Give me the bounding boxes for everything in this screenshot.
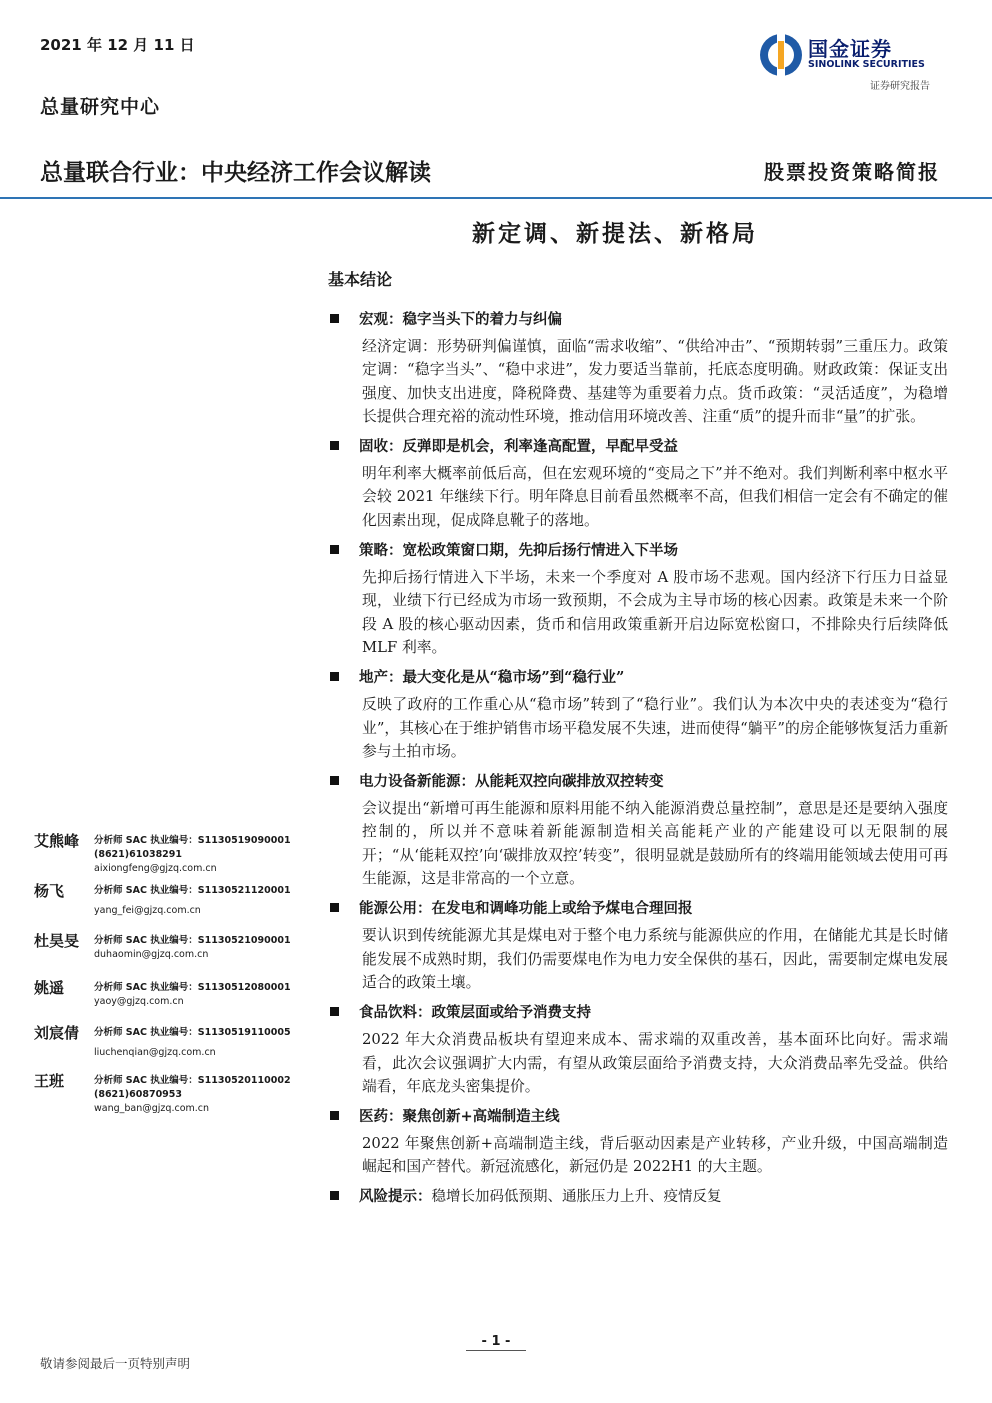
section-title: 宏观：稳字当头下的着力与纠偏 <box>359 310 562 328</box>
square-bullet-icon <box>330 441 339 450</box>
section-body: 2022 年聚焦创新+高端制造主线，背后驱动因素是产业转移，产业升级，中国高端制造崛起和国产替代。新冠流感化，新冠仍是 2022H1 的大主题。 <box>362 1135 948 1176</box>
section-food-beverage <box>328 1000 948 1098</box>
analyst-license: 分析师 SAC 执业编号：S1130521120001 <box>94 885 291 896</box>
section-body: 要认识到传统能源尤其是煤电对于整个电力系统与能源供应的作用，在储能尤其是长时储能发展不成熟时期，我们仍需要煤电作为电力安全保供的基石，因此，需要制定煤电发展适合的政策土壤。 <box>362 927 948 991</box>
logo-english-text: SINOLINK SECURITIES <box>808 59 925 70</box>
square-bullet-icon <box>330 1007 339 1016</box>
risk-text: 稳增长加码低预期、通胀压力上升、疫情反复 <box>431 1189 722 1206</box>
section-title: 食品饮料：政策层面或给予消费支持 <box>359 1003 591 1021</box>
section-body: 明年利率大概率前低后高，但在宏观环境的“变局之下”并不绝对。我们判断利率中枢水平会较 2021 年继续下行。明年降息目前看虽然概率不高，但我们相信一定会有不确定的催化因素出现，促成降息靴子的落地。 <box>362 465 948 529</box>
risk-label: 风险提示： <box>359 1188 432 1206</box>
square-bullet-icon <box>330 776 339 785</box>
report-type-tag: 证券研究报告 <box>870 81 930 92</box>
analyst-phone: (8621)60870953 <box>94 1089 183 1100</box>
analyst-card <box>34 930 324 977</box>
analyst-email[interactable]: wang_ban@gjzq.com.cn <box>94 1103 210 1114</box>
analyst-name: 杨飞 <box>34 882 65 900</box>
section-new-energy <box>328 769 948 890</box>
report-subtitle: 新定调、新提法、新格局 <box>472 220 758 247</box>
section-body: 经济定调：形势研判偏谨慎，面临“需求收缩”、“供给冲击”、“预期转弱”三重压力。政策定调：“稳字当头”、“稳中求进”，发力要适当靠前，托底态度明确。财政政策：保证支出强度、加快支出进度，降税降费、基建等为重要着力点。货币政策：“灵活适度”，为稳增长提供合理充裕的流动性环境，推动信用环境改善、注重“质”的提升而非“量”的扩张。 <box>362 338 948 425</box>
header-divider <box>0 197 992 199</box>
square-bullet-icon <box>330 1191 339 1200</box>
analyst-name: 刘宸倩 <box>34 1024 80 1042</box>
section-real-estate <box>328 665 948 763</box>
section-title: 固收：反弹即是机会，利率逢高配置，早配早受益 <box>359 437 678 455</box>
analyst-card <box>34 1022 324 1070</box>
section-macro <box>328 307 948 428</box>
summary-section <box>328 267 948 1213</box>
analyst-email[interactable]: aixiongfeng@gjzq.com.cn <box>94 863 217 874</box>
section-title: 策略：宽松政策窗口期，先抑后扬行情进入下半场 <box>359 541 678 559</box>
section-title: 地产：最大变化是从“稳市场”到“稳行业” <box>359 668 625 686</box>
report-title: 总量联合行业：中央经济工作会议解读 <box>40 160 431 186</box>
section-title: 能源公用：在发电和调峰功能上或给予煤电合理回报 <box>359 899 693 917</box>
report-date: 2021 年 12 月 11 日 <box>40 36 195 54</box>
analyst-email[interactable]: yaoy@gjzq.com.cn <box>94 996 184 1007</box>
section-title: 电力设备新能源：从能耗双控向碳排放双控转变 <box>359 772 664 790</box>
square-bullet-icon <box>330 314 339 323</box>
analyst-license: 分析师 SAC 执业编号：S1130520110002 <box>94 1075 291 1086</box>
analyst-email[interactable]: duhaomin@gjzq.com.cn <box>94 949 209 960</box>
analyst-name: 杜昊旻 <box>34 932 80 950</box>
section-risk <box>328 1185 948 1207</box>
analyst-card <box>34 977 324 1022</box>
research-center-label: 总量研究中心 <box>40 96 161 118</box>
square-bullet-icon <box>330 1111 339 1120</box>
section-body: 会议提出“新增可再生能源和原料用能不纳入能源消费总量控制”，意思是还是要纳入强度控制的，所以并不意味着新能源制造相关高能耗产业的产能建设可以无限制的展开；“从‘能耗双控’向‘碳排放双控’转变”，很明显就是鼓励所有的终端用能领域去使用可再生能源，这是非常高的一个立意。 <box>362 800 948 888</box>
section-body: 反映了政府的工作重心从“稳市场”转到了“稳行业”。我们认为本次中央的表述变为“稳行业”，其核心在于维护销售市场平稳发展不失速，进而使得“躺平”的房企能够恢复活力重新参与土拍市场。 <box>362 696 948 760</box>
analyst-phone: (8621)61038291 <box>94 849 183 860</box>
analyst-license: 分析师 SAC 执业编号：S1130521090001 <box>94 935 291 946</box>
section-strategy <box>328 538 948 659</box>
footer-disclaimer: 敬请参阅最后一页特别声明 <box>40 1356 191 1371</box>
analyst-name: 王班 <box>34 1072 65 1090</box>
analyst-email[interactable]: yang_fei@gjzq.com.cn <box>94 905 201 916</box>
analyst-license: 分析师 SAC 执业编号：S1130519090001 <box>94 835 291 846</box>
section-fixed-income <box>328 434 948 532</box>
analyst-license: 分析师 SAC 执业编号：S1130512080001 <box>94 982 291 993</box>
square-bullet-icon <box>330 903 339 912</box>
square-bullet-icon <box>330 672 339 681</box>
analyst-name: 艾熊峰 <box>34 832 80 850</box>
logo-chinese-text: 国金证券 <box>808 37 892 61</box>
analyst-name: 姚遥 <box>34 979 65 997</box>
section-body: 先抑后扬行情进入下半场，未来一个季度对 A 股市场不悲观。国内经济下行压力日益显现，业绩下行已经成为市场一致预期，不会成为主导市场的核心因素。政策是未来一个阶段 A 股的核心驱动因素，货币和信用政策重新开启边际宽松窗口，不排除央行后续降低 MLF 利率。 <box>362 569 948 656</box>
square-bullet-icon <box>330 545 339 554</box>
summary-heading: 基本结论 <box>328 270 393 289</box>
page-number: - 1 - <box>481 1334 511 1349</box>
section-body: 2022 年大众消费品板块有望迎来成本、需求端的双重改善，基本面环比向好。需求端看，此次会议强调扩大内需，有望从政策层面给予消费支持，大众消费品率先受益。供给端看，年底龙头密集提价。 <box>362 1031 948 1095</box>
analyst-list <box>34 830 324 1120</box>
section-energy-utilities <box>328 896 948 994</box>
analyst-card <box>34 880 324 930</box>
section-title: 医药：聚焦创新+高端制造主线 <box>359 1107 560 1125</box>
page-number-underline <box>466 1350 526 1351</box>
analyst-card <box>34 830 324 880</box>
analyst-license: 分析师 SAC 执业编号：S1130519110005 <box>94 1027 291 1038</box>
analyst-email[interactable]: liuchenqian@gjzq.com.cn <box>94 1047 216 1058</box>
report-category: 股票投资策略简报 <box>764 160 940 184</box>
section-pharma <box>328 1104 948 1179</box>
analyst-card <box>34 1070 324 1120</box>
